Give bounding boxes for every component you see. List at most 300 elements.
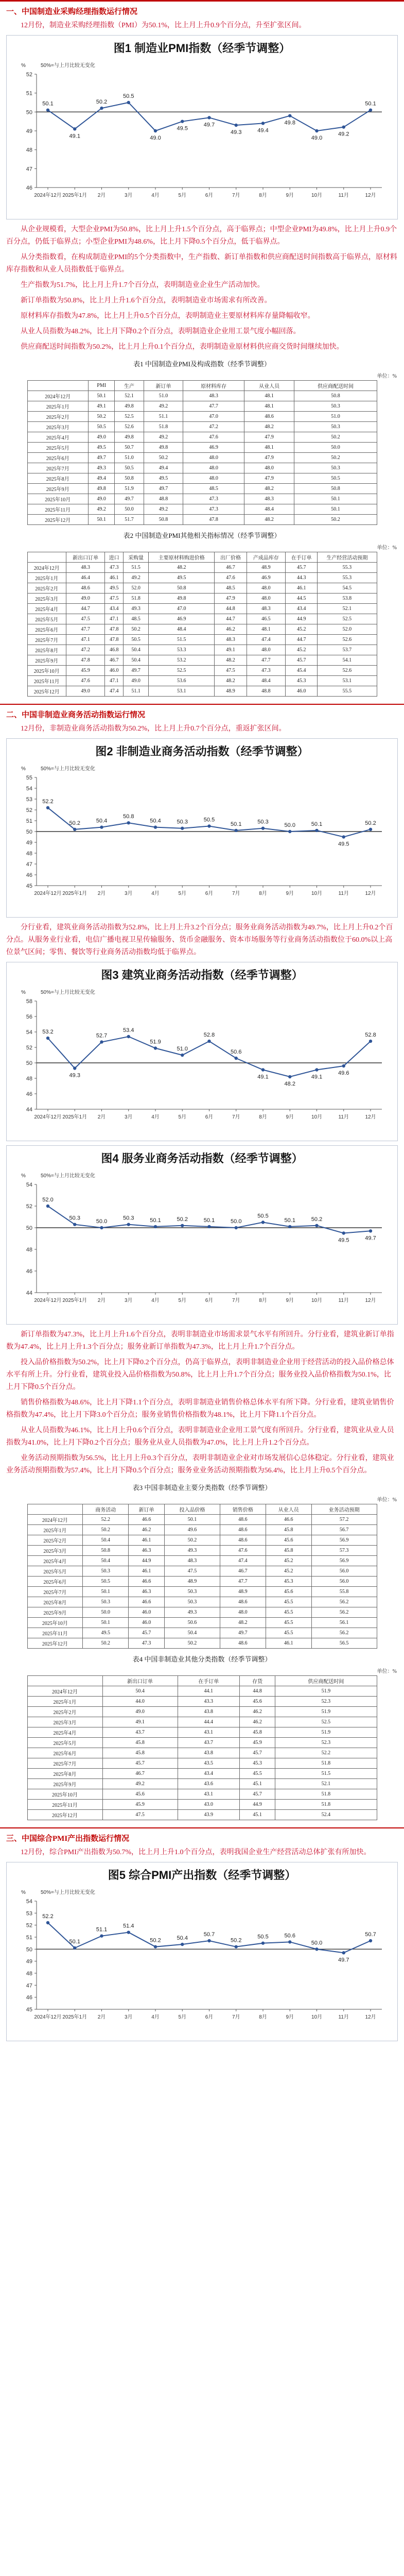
y-tick-label: 51 — [26, 818, 32, 824]
table-cell: 47.9 — [244, 453, 294, 463]
data-label: 50.5 — [123, 93, 134, 99]
table-cell: 45.2 — [286, 645, 318, 655]
table-row — [27, 635, 377, 645]
table-cell: 48.0 — [183, 453, 244, 463]
table-cell: 56.1 — [311, 1618, 377, 1628]
table-cell: 56.9 — [311, 1535, 377, 1546]
data-point — [261, 122, 265, 125]
table-cell: 2025年9月 — [27, 1779, 102, 1789]
table-cell: 51.8 — [124, 594, 149, 604]
y-tick-label: 56 — [26, 1014, 32, 1020]
table-cell: 52.5 — [318, 614, 377, 624]
table-cell: 45.3 — [286, 676, 318, 686]
table-cell: 45.9 — [102, 1800, 178, 1810]
table-cell: 48.3 — [244, 494, 294, 504]
table-cell: 2025年12月 — [27, 686, 66, 697]
table-cell: 46.7 — [220, 1566, 266, 1577]
table-cell: 52.0 — [124, 583, 149, 594]
table-cell: 48.3 — [247, 604, 285, 614]
table-cell: 49.7 — [220, 1628, 266, 1638]
table-cell: 46.2 — [215, 624, 247, 635]
data-point — [46, 1921, 49, 1924]
table-cell: 2025年10月 — [27, 666, 66, 676]
table-cell: 51.1 — [144, 412, 183, 422]
table-cell: 51.9 — [275, 1707, 377, 1717]
table-2-title: 表2 中国制造业PMI其他相关指标情况（经季节调整） — [123, 532, 281, 539]
table-cell: 47.5 — [165, 1566, 220, 1577]
table-cell: 47.2 — [183, 422, 244, 432]
table-cell: 49.4 — [144, 463, 183, 473]
table-row — [27, 484, 377, 494]
data-label: 50.6 — [231, 1049, 242, 1055]
table-cell: 50.5 — [83, 1577, 129, 1587]
data-label: 52.2 — [42, 1913, 54, 1920]
table-cell: 47.0 — [183, 412, 244, 422]
table-cell: 49.7 — [124, 666, 149, 676]
table-cell: 47.3 — [247, 666, 285, 676]
table-1-unit: 单位：% — [377, 374, 397, 379]
x-tick-label: 11月 — [338, 1114, 349, 1120]
y-tick-label: 53 — [26, 1910, 32, 1917]
table-cell: 2025年11月 — [27, 1628, 83, 1638]
table-cell: 52.2 — [275, 1748, 377, 1758]
table-cell: 43.1 — [178, 1789, 239, 1800]
x-tick-label: 5月 — [178, 1298, 187, 1303]
data-label: 50.5 — [203, 817, 215, 823]
table-cell: 2025年9月 — [27, 655, 66, 666]
table-cell: 49.3 — [88, 463, 115, 473]
data-label: 50.2 — [177, 1216, 188, 1223]
data-point — [315, 129, 318, 132]
data-label: 49.8 — [284, 120, 295, 126]
table-cell: 2025年2月 — [27, 412, 88, 422]
table-cell: 49.5 — [144, 473, 183, 484]
table-cell: 50.4 — [165, 1628, 220, 1638]
y-tick-label: 46 — [26, 1994, 32, 2001]
column-header: 在手订单 — [286, 552, 318, 563]
data-point — [100, 825, 103, 828]
paragraph: 从分类指数看，在构成制造业PMI的5个分类指数中，生产指数、新订单指数和供应商配送时间指数高于临界点，原材料库存指数和从业人员指数低于临界点。 — [6, 253, 397, 274]
table-cell: 49.1 — [215, 645, 247, 655]
table-row — [27, 494, 377, 504]
table-cell: 49.5 — [105, 583, 124, 594]
table-cell: 48.2 — [215, 655, 247, 666]
y-tick-label: 44 — [26, 1107, 32, 1113]
y-tick-label: 48 — [26, 1076, 32, 1082]
x-tick-label: 4月 — [151, 193, 160, 198]
table-cell: 47.6 — [183, 432, 244, 443]
column-header: 新出口订单 — [66, 552, 104, 563]
column-header: 新出口订单 — [102, 1676, 178, 1686]
services-chart — [7, 1167, 397, 1321]
table-cell: 2025年10月 — [27, 494, 88, 504]
data-point — [235, 1057, 238, 1060]
table-cell: 49.0 — [66, 594, 104, 604]
column-header: 销售价格 — [220, 1504, 266, 1515]
table-cell: 49.7 — [88, 453, 115, 463]
table-cell: 47.0 — [149, 604, 215, 614]
table-cell: 46.0 — [105, 666, 124, 676]
data-point — [181, 827, 184, 830]
table-cell: 50.7 — [115, 443, 144, 453]
table-cell: 54.5 — [318, 583, 377, 594]
table-cell: 43.9 — [178, 1810, 239, 1820]
data-point — [261, 1221, 265, 1224]
table-cell: 56.5 — [311, 1638, 377, 1649]
y-tick-label: 52 — [26, 1204, 32, 1210]
y-tick-label: 50 — [26, 1946, 32, 1953]
table-cell: 50.3 — [83, 1597, 129, 1607]
table-cell: 52.6 — [318, 635, 377, 645]
data-point — [73, 1223, 76, 1226]
table-cell: 53.3 — [149, 645, 215, 655]
data-point — [261, 1941, 265, 1944]
table-cell: 56.2 — [311, 1628, 377, 1638]
table-cell: 44.9 — [286, 614, 318, 624]
x-tick-label: 8月 — [259, 2014, 267, 2020]
data-point — [100, 107, 103, 110]
column-header: 进口 — [105, 552, 124, 563]
table-cell: 49.2 — [124, 573, 149, 583]
data-point — [46, 108, 49, 111]
table-cell: 48.5 — [215, 583, 247, 594]
table-cell: 50.2 — [294, 432, 377, 443]
table-4-title: 表4 中国非制造业其他分类指数（经季节调整） — [132, 1655, 272, 1663]
x-tick-label: 6月 — [205, 193, 214, 198]
table-cell: 2025年7月 — [27, 1587, 83, 1597]
table-row — [27, 563, 377, 573]
y-tick-label: 55 — [26, 775, 32, 781]
table-cell: 2025年5月 — [27, 443, 88, 453]
x-tick-label: 2月 — [97, 2014, 106, 2020]
non-manufacturing-chart — [7, 760, 397, 914]
table-2 — [27, 552, 377, 697]
data-label: 50.4 — [177, 1935, 188, 1941]
table-cell: 51.7 — [115, 515, 144, 525]
data-point — [46, 1037, 49, 1040]
composite-pmi-chart — [7, 1884, 397, 2038]
table-cell: 2025年10月 — [27, 1789, 102, 1800]
column-header: 新订单 — [129, 1504, 165, 1515]
table-cell: 2025年1月 — [27, 1697, 102, 1707]
data-point — [235, 1945, 238, 1948]
table-4 — [27, 1675, 377, 1820]
table-2-unit: 单位：% — [377, 545, 397, 551]
table-cell: 45.8 — [266, 1546, 311, 1556]
table-cell: 51.0 — [294, 412, 377, 422]
column-header: 生产 — [115, 381, 144, 391]
table-cell: 2024年12月 — [27, 1686, 102, 1697]
data-point — [315, 829, 318, 832]
table-cell: 46.6 — [129, 1577, 165, 1587]
table-cell: 50.1 — [294, 494, 377, 504]
paragraph: 投入品价格指数为50.2%，比上月下降0.2个百分点，仍高于临界点，表明非制造业企业用于经营活动的投入品价格总体水平有所上升。分行业看，建筑业投入品价格指数为50.8%，比上月上升1.7个百分点；服务业投入品价格指数为50.1%，比上月下降0.5个百分点。 — [6, 1359, 394, 1391]
table-cell: 49.7 — [115, 494, 144, 504]
table-cell: 47.1 — [105, 614, 124, 624]
table-cell: 55.5 — [318, 686, 377, 697]
table-cell: 50.3 — [294, 401, 377, 412]
data-point — [261, 827, 265, 830]
table-cell: 50.4 — [124, 655, 149, 666]
x-tick-label: 6月 — [205, 2014, 214, 2020]
table-row — [27, 1566, 377, 1577]
table-cell: 47.5 — [215, 666, 247, 676]
table-row — [27, 1748, 377, 1758]
data-label: 49.0 — [150, 135, 161, 141]
divider — [0, 1827, 404, 1828]
table-cell: 2025年7月 — [27, 1758, 102, 1769]
x-tick-label: 2024年12月 — [34, 891, 62, 896]
table-cell: 48.1 — [244, 401, 294, 412]
table-row — [27, 391, 377, 401]
table-cell: 49.8 — [144, 443, 183, 453]
y-tick-label: 46 — [26, 1268, 32, 1275]
y-tick-label: 54 — [26, 1029, 32, 1036]
paragraph: 原材料库存指数为47.8%，比上月上升0.5个百分点，表明制造业主要原材料库存量降幅收窄。 — [21, 312, 315, 320]
table-cell: 45.5 — [266, 1607, 311, 1618]
table-cell: 47.9 — [244, 432, 294, 443]
table-cell: 48.8 — [144, 494, 183, 504]
data-label: 52.0 — [42, 1197, 54, 1203]
x-tick-label: 11月 — [338, 1298, 349, 1303]
section-title-3: 三、中国综合PMI产出指数运行情况 — [6, 1835, 130, 1843]
table-cell: 50.8 — [294, 391, 377, 401]
data-label: 49.5 — [338, 1237, 349, 1244]
table-cell: 2025年11月 — [27, 676, 66, 686]
table-row — [27, 604, 377, 614]
table-cell: 2025年5月 — [27, 614, 66, 624]
x-tick-label: 2月 — [97, 193, 106, 198]
data-label: 52.8 — [365, 1032, 376, 1038]
data-point — [154, 1046, 157, 1049]
table-cell: 50.1 — [294, 504, 377, 515]
table-cell: 47.6 — [66, 676, 104, 686]
table-cell: 50.8 — [83, 1546, 129, 1556]
table-cell: 2025年7月 — [27, 635, 66, 645]
table-cell: 51.5 — [275, 1769, 377, 1779]
table-cell: 2025年6月 — [27, 453, 88, 463]
table-cell: 44.1 — [178, 1686, 239, 1697]
data-label: 50.2 — [365, 820, 376, 826]
table-cell: 47.6 — [215, 573, 247, 583]
y-tick-label: 49 — [26, 128, 32, 134]
table-cell: 43.3 — [178, 1697, 239, 1707]
x-tick-label: 6月 — [205, 891, 214, 896]
paragraph: 12月份，综合PMI产出指数为50.7%，比上月上升1.0个百分点，表明我国企业生产经营活动总体扩张有所加快。 — [21, 1849, 371, 1856]
x-tick-label: 9月 — [286, 891, 294, 896]
data-label: 50.0 — [96, 1218, 108, 1225]
chart-legend: 50%=与上月比较无变化 — [41, 1173, 95, 1179]
table-cell: 51.8 — [275, 1800, 377, 1810]
data-label: 50.2 — [231, 1937, 242, 1944]
table-cell: 51.0 — [144, 391, 183, 401]
table-row — [27, 686, 377, 697]
table-cell: 48.1 — [244, 443, 294, 453]
table-row — [27, 1789, 377, 1800]
x-tick-label: 5月 — [178, 891, 187, 896]
data-point — [181, 1224, 184, 1227]
table-cell: 48.0 — [183, 473, 244, 484]
table-cell: 46.0 — [129, 1607, 165, 1618]
table-cell: 45.1 — [240, 1810, 275, 1820]
table-cell: 48.9 — [220, 1587, 266, 1597]
table-row — [27, 1535, 377, 1546]
table-cell: 49.0 — [66, 686, 104, 697]
x-tick-label: 6月 — [205, 1298, 214, 1303]
table-cell: 45.6 — [266, 1535, 311, 1546]
table-cell: 50.3 — [83, 1566, 129, 1577]
y-tick-label: 51 — [26, 1935, 32, 1941]
table-cell: 2025年12月 — [27, 515, 88, 525]
table-row — [27, 473, 377, 484]
table-cell: 45.2 — [266, 1566, 311, 1577]
y-tick-label: 48 — [26, 1971, 32, 1977]
table-cell: 56.0 — [311, 1566, 377, 1577]
x-tick-label: 2月 — [97, 1114, 106, 1120]
table-cell: 43.6 — [178, 1779, 239, 1789]
data-label: 50.1 — [311, 821, 323, 827]
table-cell: 55.3 — [318, 573, 377, 583]
table-cell: 47.8 — [66, 655, 104, 666]
x-tick-label: 4月 — [151, 2014, 160, 2020]
data-point — [288, 1940, 291, 1943]
table-row — [27, 453, 377, 463]
table-row — [27, 1638, 377, 1649]
table-cell: 43.4 — [178, 1769, 239, 1779]
x-tick-label: 4月 — [151, 891, 160, 896]
data-point — [342, 1231, 345, 1234]
table-cell: 2025年8月 — [27, 645, 66, 655]
table-cell: 56.9 — [311, 1556, 377, 1566]
chart-legend: 50%=与上月比较无变化 — [41, 766, 95, 772]
table-cell: 45.7 — [286, 563, 318, 573]
table-cell: 2025年9月 — [27, 484, 88, 494]
table-cell: 48.3 — [165, 1556, 220, 1566]
table-cell: 45.6 — [240, 1697, 275, 1707]
column-header: 从业人员 — [244, 381, 294, 391]
table-cell: 46.5 — [247, 614, 285, 624]
table-cell: 47.3 — [129, 1638, 165, 1649]
table-cell: 51.0 — [115, 453, 144, 463]
x-tick-label: 10月 — [311, 891, 323, 896]
table-row — [27, 1515, 377, 1525]
table-row — [27, 1707, 377, 1717]
table-cell: 48.6 — [220, 1638, 266, 1649]
table-cell: 49.3 — [165, 1607, 220, 1618]
table-cell: 49.1 — [102, 1717, 178, 1727]
x-tick-label: 2月 — [97, 891, 106, 896]
column-header — [27, 552, 66, 563]
table-cell: 47.1 — [105, 676, 124, 686]
x-tick-label: 7月 — [232, 891, 240, 896]
table-cell: 51.5 — [124, 563, 149, 573]
data-label: 49.7 — [365, 1235, 376, 1242]
column-header: 采购量 — [124, 552, 149, 563]
x-tick-label: 2025年1月 — [62, 891, 87, 896]
data-point — [154, 129, 157, 132]
x-tick-label: 2025年1月 — [62, 2014, 87, 2020]
y-tick-label: 54 — [26, 1899, 32, 1905]
figure-1-title: 图1 制造业PMI指数（经季节调整） — [113, 42, 291, 55]
table-cell: 50.0 — [294, 443, 377, 453]
table-cell: 2025年7月 — [27, 463, 88, 473]
table-cell: 44.3 — [286, 573, 318, 583]
x-tick-label: 5月 — [178, 193, 187, 198]
data-label: 52.8 — [203, 1032, 215, 1038]
table-cell: 51.8 — [144, 422, 183, 432]
table-row — [27, 1686, 377, 1697]
table-cell: 56.2 — [311, 1607, 377, 1618]
table-cell: 50.1 — [88, 515, 115, 525]
column-header: 出厂价格 — [215, 552, 247, 563]
table-cell: 49.5 — [88, 443, 115, 453]
data-point — [127, 1223, 130, 1226]
data-point — [100, 1934, 103, 1937]
table-cell: 46.3 — [129, 1587, 165, 1597]
table-cell: 50.3 — [165, 1597, 220, 1607]
table-cell: 2025年10月 — [27, 1618, 83, 1628]
table-cell: 47.5 — [66, 614, 104, 624]
data-point — [154, 825, 157, 828]
table-cell: 50.3 — [294, 463, 377, 473]
table-cell: 45.5 — [240, 1769, 275, 1779]
data-label: 49.1 — [69, 133, 80, 140]
table-cell: 52.6 — [318, 666, 377, 676]
table-cell: 2025年2月 — [27, 583, 66, 594]
table-cell: 2024年12月 — [27, 563, 66, 573]
data-point — [46, 806, 49, 809]
table-cell: 48.0 — [244, 463, 294, 473]
table-cell: 46.6 — [129, 1515, 165, 1525]
table-cell: 46.2 — [129, 1525, 165, 1535]
table-cell: 2025年12月 — [27, 1810, 102, 1820]
table-cell: 44.8 — [215, 604, 247, 614]
column-header: 从业人员 — [266, 1504, 311, 1515]
table-cell: 48.5 — [124, 614, 149, 624]
table-cell: 45.7 — [240, 1789, 275, 1800]
data-label: 50.5 — [257, 1934, 269, 1940]
table-row — [27, 1556, 377, 1566]
table-cell: 48.6 — [220, 1597, 266, 1607]
data-point — [73, 127, 76, 130]
table-cell: 48.2 — [215, 676, 247, 686]
table-cell: 2025年4月 — [27, 604, 66, 614]
table-cell: 53.6 — [149, 676, 215, 686]
x-tick-label: 9月 — [286, 1114, 294, 1120]
data-label: 49.6 — [338, 1070, 349, 1076]
data-label: 50.2 — [69, 820, 80, 826]
x-tick-label: 2月 — [97, 1298, 106, 1303]
y-tick-label: 44 — [26, 1290, 32, 1296]
table-cell: 53.2 — [149, 655, 215, 666]
x-tick-label: 10月 — [311, 1114, 323, 1120]
table-cell: 49.2 — [144, 504, 183, 515]
table-header-row — [27, 1676, 377, 1686]
table-cell: 45.3 — [266, 1577, 311, 1587]
table-cell: 50.8 — [149, 583, 215, 594]
table-header-row — [27, 381, 377, 391]
y-tick-label: 47 — [26, 166, 32, 173]
data-label: 50.1 — [150, 1217, 161, 1224]
column-header — [27, 381, 88, 391]
table-cell: 48.2 — [244, 484, 294, 494]
table-cell: 52.0 — [318, 624, 377, 635]
data-point — [207, 1040, 210, 1043]
y-tick-label: 48 — [26, 147, 32, 154]
table-cell: 46.8 — [105, 645, 124, 655]
data-point — [73, 828, 76, 831]
table-4-unit: 单位：% — [377, 1669, 397, 1674]
